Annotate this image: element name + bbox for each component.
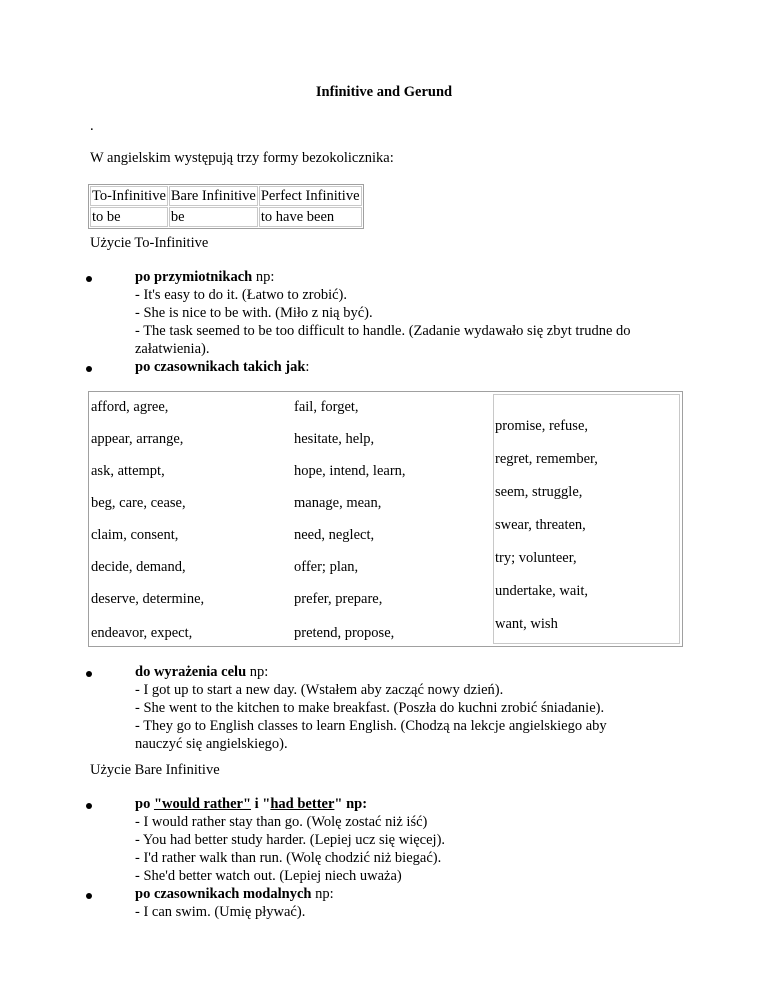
bullet-icon [86,893,92,899]
verb-cell: fail, forget, [294,399,359,415]
table-cell: Perfect Infinitive [260,188,360,204]
table-cell: be [169,207,258,227]
verb-cell: seem, struggle, [495,484,583,500]
table-cell: to be [90,207,168,227]
infinitive-forms-table [88,184,364,229]
list-item [135,358,309,376]
verb-cell: need, neglect, [294,527,375,543]
list-item-suffix: np: [246,664,269,680]
verb-cell: manage, mean, [294,495,382,511]
verb-cell: afford, agree, [91,399,169,415]
example-line: - I would rather stay than go. (Wolę zostać niż iść) [135,814,428,830]
table-cell: To-Infinitive [92,188,166,204]
verb-cell: swear, threaten, [495,517,586,533]
verb-cell: promise, refuse, [495,418,589,434]
example-line: - I got up to start a new day. (Wstałem aby zacząć nowy dzień). [135,682,504,698]
underlined-phrase: "would rather" [153,796,252,812]
verb-cell: try; volunteer, [495,550,577,566]
list-item-suffix: np: [311,886,334,902]
list-item [135,663,268,681]
table-row [90,207,362,227]
example-line: - She is nice to be with. (Miło z nią być). [135,305,373,321]
list-item-suffix: np: [252,269,275,285]
list-item [135,268,274,286]
intro-paragraph: W angielskim występują trzy formy bezokolicznika: [90,150,394,166]
section-heading-to-infinitive: Użycie To-Infinitive [90,235,209,251]
example-line: - I can swim. (Umię pływać). [135,904,306,920]
list-item-suffix: : [305,359,310,375]
list-item-title: do wyrażenia celu [135,664,247,680]
verb-cell: hope, intend, learn, [294,463,406,479]
verb-cell: beg, care, cease, [91,495,186,511]
example-line: - You had better study harder. (Lepiej ucz się więcej). [135,832,446,848]
bullet-icon [86,671,92,677]
list-item-title: po przymiotnikach [135,269,253,285]
underlined-phrase: had better [270,796,335,812]
verb-cell: decide, demand, [91,559,186,575]
verb-cell: prefer, prepare, [294,591,383,607]
list-item-prefix: po [135,796,154,812]
verb-cell: regret, remember, [495,451,598,467]
example-line: - The task seemed to be too difficult to handle. (Zadanie wydawało się zbyt trudne do [135,323,631,339]
example-line: - It's easy to do it. (Łatwo to zrobić). [135,287,347,303]
list-item-mid: i " [251,796,271,812]
list-item [135,795,367,813]
verb-cell: undertake, wait, [495,583,589,599]
example-line: - She'd better watch out. (Lepiej niech uważa) [135,868,402,884]
example-line: - They go to English classes to learn English. (Chodzą na lekcje angielskiego aby [135,718,607,734]
list-item [135,885,334,903]
verb-cell: deserve, determine, [91,591,205,607]
verb-cell: hesitate, help, [294,431,375,447]
bullet-icon [86,366,92,372]
table-cell: to have been [259,207,362,227]
bullet-icon [86,276,92,282]
verb-cell: offer; plan, [294,559,359,575]
example-line: - She went to the kitchen to make breakfast. (Poszła do kuchni zrobić śniadanie). [135,700,605,716]
verb-column-3 [493,394,680,644]
list-item-title: po czasownikach modalnych [135,886,312,902]
list-item-suffix: " np: [334,796,368,812]
verb-cell: appear, arrange, [91,431,184,447]
bullet-icon [86,803,92,809]
example-line: nauczyć się angielskiego). [135,736,288,752]
example-line: załatwienia). [135,341,210,357]
list-item-title: po czasownikach takich jak [135,359,306,375]
verb-cell: pretend, propose, [294,625,395,641]
verb-cell: want, wish [495,616,558,632]
table-row [90,186,362,206]
verb-cell: endeavor, expect, [91,625,193,641]
verb-cell: claim, consent, [91,527,179,543]
page-title: Infinitive and Gerund [315,84,453,100]
verb-cell: ask, attempt, [91,463,165,479]
stray-dot: . [90,118,94,134]
example-line: - I'd rather walk than run. (Wolę chodzić niż biegać). [135,850,442,866]
table-cell: Bare Infinitive [170,188,256,204]
verbs-table [88,391,683,647]
section-heading-bare-infinitive: Użycie Bare Infinitive [90,762,220,778]
